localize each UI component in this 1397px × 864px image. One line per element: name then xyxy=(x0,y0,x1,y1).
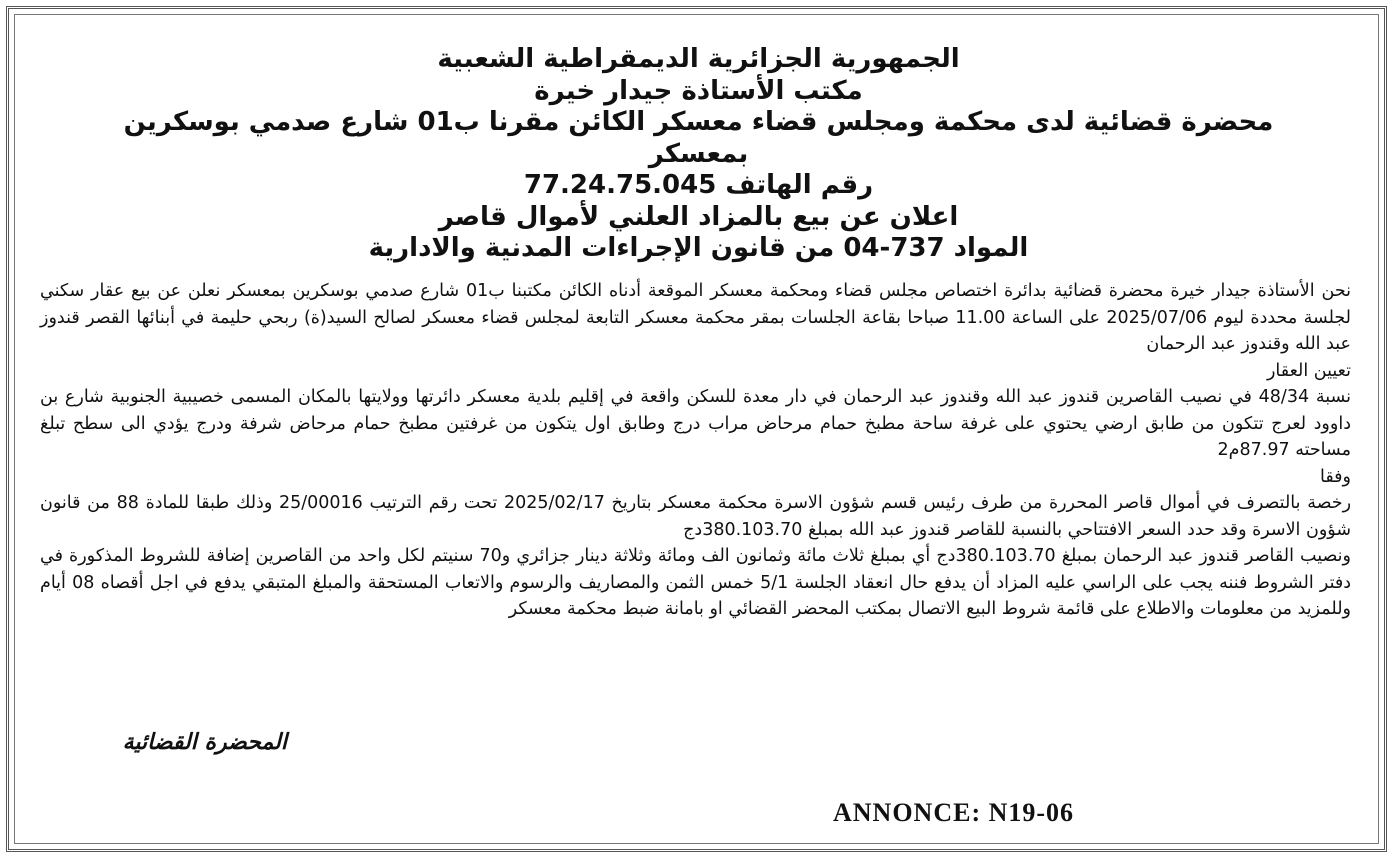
intro-paragraph: نحن الأستاذة جيدار خيرة محضرة قضائية بدائرة اختصاص مجلس قضاء ومحكمة معسكر الموقعة أدناه الكائن مكتبنا ب01 شارع صدمي بوسكرين بمعسكر نعلن عن بيع عقار سكني لجلسة محددة ليوم 2025/07/06 على الساعة 11.00 صباحا بقاعة الجلسات بمقر محكمة معسكر التابعة لمجلس قضاء معسكر لصالح السيد(ة) ربحي حليمة في أبنائها القصر قندوز عبد الله وقندوز عبد الرحمان xyxy=(40,281,1351,354)
office-name: مكتب الأستاذة جيدار خيرة xyxy=(534,75,863,106)
office-address: محضرة قضائية لدى محكمة ومجلس قضاء معسكر الكائن مقرنا ب01 شارع صدمي بوسكرين بمعسكر xyxy=(123,107,1274,169)
accordingly-label: وفقا xyxy=(1319,466,1351,487)
phone-number: رقم الهاتف 77.24.75.045 xyxy=(523,170,874,200)
property-heading: تعيين العقار xyxy=(1266,360,1351,381)
announcement-title: اعلان عن بيع بالمزاد العلني لأموال قاصر xyxy=(438,201,959,232)
legal-articles: المواد 737-04 من قانون الإجراءات المدنية والادارية xyxy=(368,233,1029,263)
republic-title: الجمهورية الجزائرية الديمقراطية الشعبية xyxy=(437,44,960,74)
authorization-paragraph: رخصة بالتصرف في أموال قاصر المحررة من طرف رئيس قسم شؤون الاسرة محكمة معسكر بتاريخ 2025/02/17 تحت رقم الترتيب 25/00016 وذلك طبقا للمادة 88 من قانون شؤون الاسرة وقد حدد السعر الافتتاحي بالنسبة للقاصر قندوز عبد الله بمبلغ 380.103.70دج xyxy=(40,493,1352,540)
signature: المحضرة القضائية xyxy=(122,730,287,755)
conditions-paragraph: ونصيب القاصر قندوز عبد الرحمان بمبلغ 380.103.70دج أي بمبلغ ثلاث مائة وثمانون الف ومائة وثلاثة دينار جزائري و70 سنيتم لكل واحد من القاصرين إضافة للشروط المذكورة في دفتر الشروط فننه يجب على الراسي عليه المزاد أن يدفع حال انعقاد الجلسة 5/1 خمس الثمن والمصاريف والرسوم والاتعاب المستحقة والمبلغ المتبقي يدفع في اجل أقصاه 08 أيام وللمزيد من معلومات والاطلاع على قائمة شروط البيع الاتصال بمكتب المحضر القضائي او بامانة ضبط محكمة معسكر xyxy=(40,546,1352,619)
document-header xyxy=(30,44,1367,265)
annonce-number: ANNONCE: N19-06 xyxy=(833,798,1075,827)
property-description: نسبة 48/34 في نصيب القاصرين قندوز عبد الله وقندوز عبد الرحمان في دار معدة للسكن واقعة في إقليم بلدية معسكر دائرتها وولايتها بالمكان المسمى خصيبية الجنوبية شارع بن داوود لعرج تتكون من طابق ارضي يحتوي على غرفة ساحة مطبخ حمام مرحاض مراب درج وطابق اول يتكون من غرفتين مطبخ حمام مرحاض شرفة ودرج يؤدي الى سطح تبلغ مساحته 87.97م2 xyxy=(40,387,1351,460)
announcement-body xyxy=(40,278,1351,623)
